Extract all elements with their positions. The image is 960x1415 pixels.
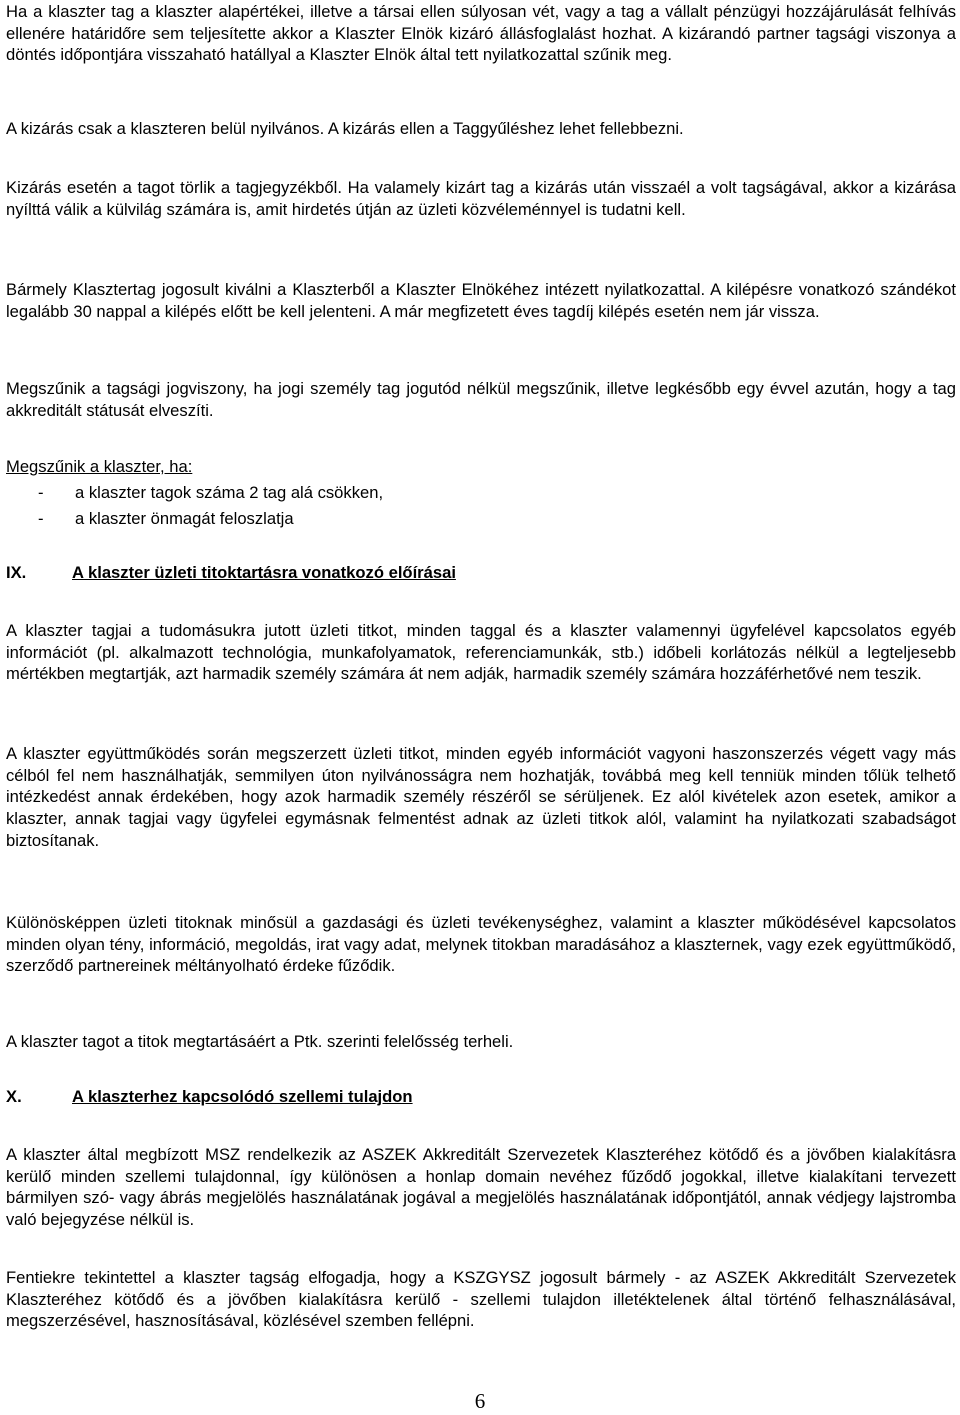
section-heading-ix: [6, 562, 456, 584]
list-dash: -: [38, 509, 44, 528]
paragraph-exclusion-register: Kizárás esetén a tagot törlik a tagjegyzékből. Ha valamely kizárt tag a kizárás után visszaél a volt tagságával, akkor a kizárása nyílttá válik a külvilág számára is, amit hirdetés útján az üzleti közvéleménnyel is tudatni kell.: [6, 178, 956, 219]
paragraph-trade-secret-definition: Különösképpen üzleti titoknak minősül a gazdasági és üzleti tevékenységhez, valamint a klaszter működésével kapcsolatos minden olyan tény, információ, megoldás, irat vagy adat, melynek titokban maradásához a klaszternek, vagy ezek együttműködő, szerződő partnereinek méltányolható érdeke fűződik.: [6, 913, 956, 976]
page-number: 6: [474, 1389, 486, 1413]
list-item-text: a klaszter önmagát feloszlatja: [75, 509, 294, 528]
list-dash: -: [38, 483, 44, 502]
paragraph-ip-enforcement: Fentiekre tekintettel a klaszter tagság elfogadja, hogy a KSZGYSZ jogosult bármely - az ASZEK Akkreditált Szervezetek Klaszteréhez kötődő és a jövőben kialakításra kerülő - szellemi tulajdon illetéktelenek által történő felhasználásával, megszerzésével, hasznosításával, közlésével szemben fellépni.: [6, 1268, 956, 1331]
paragraph-intellectual-property: A klaszter által megbízott MSZ rendelkezik az ASZEK Akkreditált Szervezetek Klaszteréhez kötődő és a jövőben kialakításra kerülő minden szellemi tulajdonnal, így különösen a honlap domain nevéhez fűződő jogokkal, illetve kialakítani tervezett bármilyen szó- vagy ábrás megjelölés használatának jogával a megjelölés használatának időpontjától, annak védjegy lajstromba való bejegyzése nélkül is.: [6, 1145, 956, 1230]
list-item: [38, 482, 383, 504]
paragraph-resignation: Bármely Klasztertag jogosult kiválni a Klaszterből a Klaszter Elnökéhez intézett nyilatkozattal. A kilépésre vonatkozó szándékot legalább 30 nappal a kilépés előtt be kell jelenteni. A már megfizetett éves tagdíj kilépés esetén nem jár vissza.: [6, 280, 956, 321]
section-number: IX.: [6, 563, 27, 582]
paragraph-membership-termination: Megszűnik a tagsági jogviszony, ha jogi személy tag jogutód nélkül megszűnik, illetve legkésőbb egy évvel azután, hogy a tag akkreditált státusát elveszíti.: [6, 379, 956, 420]
dissolution-heading: Megszűnik a klaszter, ha:: [6, 457, 193, 476]
section-title: A klaszterhez kapcsolódó szellemi tulajdon: [72, 1087, 413, 1106]
paragraph-confidentiality: A klaszter tagjai a tudomásukra jutott üzleti titkot, minden taggal és a klaszter valamennyi ügyfelével kapcsolatos egyéb információt (pl. alkalmazott technológia, munkafolyamatok, referenciamunkák, stb.) időbeli korlátozás nélkül a legteljesebb mértékben megtartják, azt harmadik személy számára át nem adják, harmadik személy számára hozzáférhetővé nem teszik.: [6, 621, 956, 684]
list-item: [38, 508, 294, 530]
section-number: X.: [6, 1087, 22, 1106]
paragraph-liability: A klaszter tagot a titok megtartásáért a Ptk. szerinti felelősség terheli.: [6, 1032, 514, 1051]
paragraph-trade-secret-use: A klaszter együttműködés során megszerzett üzleti titkot, minden egyéb információt vagyoni haszonszerzés végett vagy más célból fel nem használhatják, semmilyen úton nyilvánosságra nem hozhatják, továbbá meg kell tenniük minden tőlük telhető intézkedést annak érdekében, hogy azok harmadik személy részéről se sérüljenek. Ez alól kivételek azon esetek, amikor a klaszter, annak tagjai vagy ügyfelei egymásnak felmentést adnak az üzleti titkok alól, valamint ha nyilatkozati szabadságot biztosítanak.: [6, 744, 956, 850]
paragraph-exclusion-appeal: A kizárás csak a klaszteren belül nyilvános. A kizárás ellen a Taggyűléshez lehet fellebbezni.: [6, 119, 684, 138]
list-item-text: a klaszter tagok száma 2 tag alá csökken,: [75, 483, 384, 502]
paragraph-exclusion-decision: Ha a klaszter tag a klaszter alapértékei, illetve a társai ellen súlyosan vét, vagy a tag a vállalt pénzügyi hozzájárulását felhívás ellenére határidőre sem teljesítette akkor a Klaszter Elnök kizáró állásfoglalást hozhat. A kizárandó partner tagsági viszonya a döntés időpontjára visszaható hatállyal a Klaszter Elnök által tett nyilatkozattal szűnik meg.: [6, 2, 956, 65]
section-title: A klaszter üzleti titoktartásra vonatkozó előírásai: [72, 563, 456, 582]
section-heading-x: [6, 1086, 413, 1108]
